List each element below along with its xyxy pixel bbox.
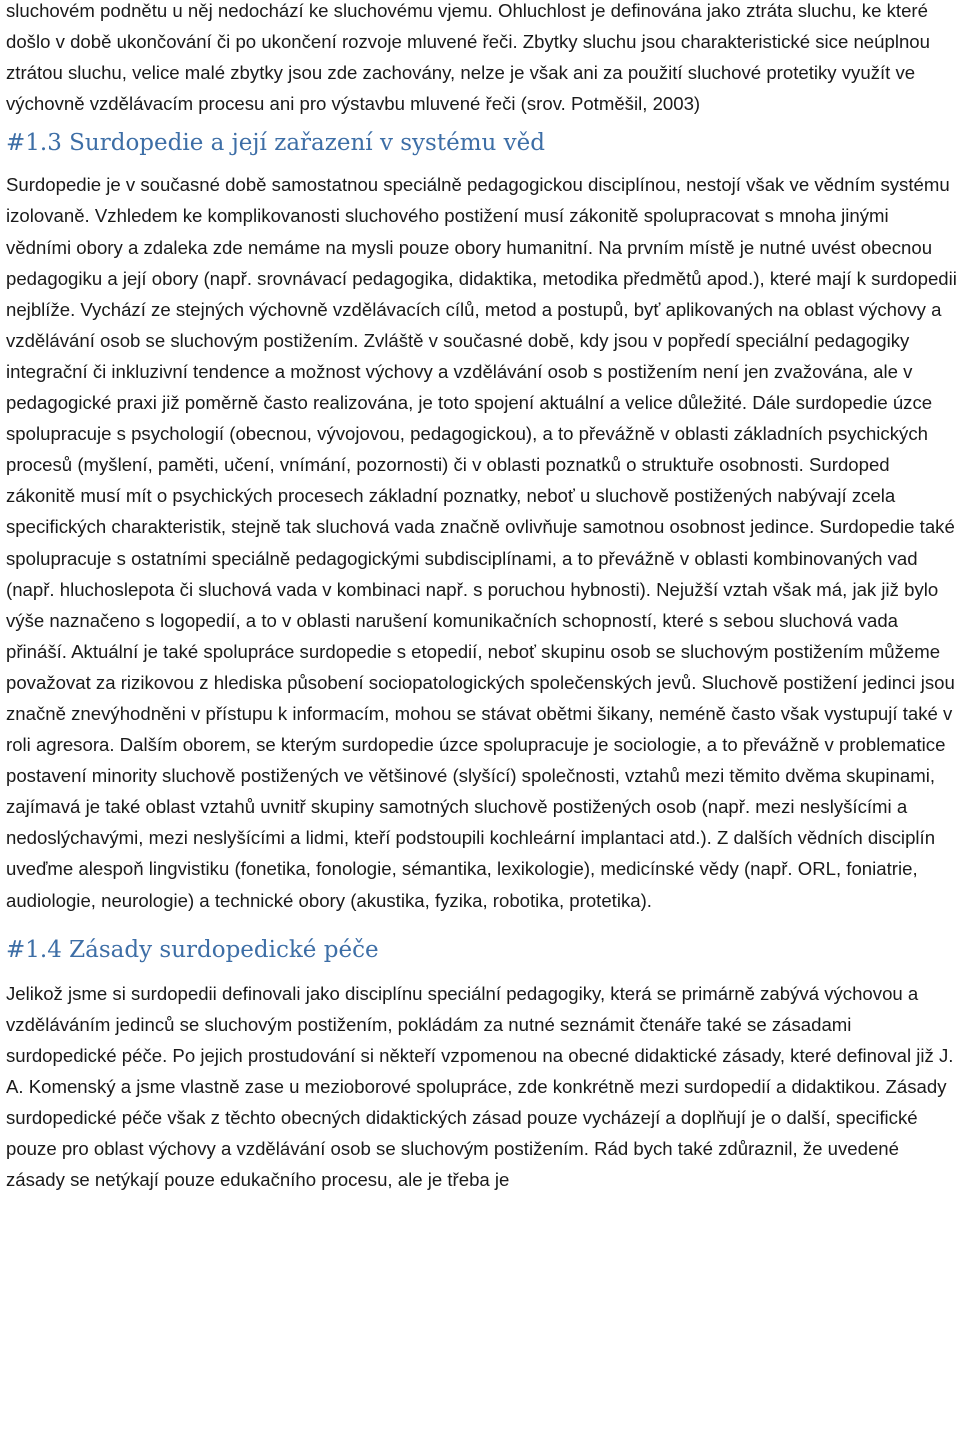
section-heading-1-4: #1.4 Zásady surdopedické péče bbox=[6, 936, 379, 963]
section-1-3-paragraph: Surdopedie je v současné době samostatnou speciálně pedagogickou disciplínou, nestojí však ve vědním systému izolovaně. Vzhledem ke komplikovanosti sluchového postižení musí zákonitě spolupracovat s mnoha jinými vědními obory a zdaleka zde nemáme na mysli pouze obory humanitní. Na prvním místě je nutné uvést obecnou pedagogiku a její obory (např. srovnávací pedagogika, didaktika, metodika předmětů apod.), které mají k surdopedii nejblíže. Vychází ze stejných výchovně vzdělávacích cílů, metod a postupů, byť aplikovaných na oblast výchovy a vzdělávání osob se sluchovým postižením. Zvláště v současné době, kdy jsou v popředí speciální pedagogiky integrační či inkluzivní tendence a možnost výchovy a vzdělávání osob s postižením není jen zvažována, ale v pedagogické praxi již poměrně často realizována, je toto spojení aktuální a velice důležité. Dále surdopedie úzce spolupracuje s psychologií (obecnou, vývojovou, pedagogickou), a to převážně v oblasti základních psychických procesů (myšlení, paměti, učení, vnímání, pozornosti) či v oblasti poznatků o struktuře osobnosti. Surdoped zákonitě musí mít o psychických procesech základní poznatky, neboť u sluchově postižených nabývají zcela specifických charakteristik, stejně tak sluchová vada značně ovlivňuje samotnou osobnost jedince. Surdopedie také spolupracuje s ostatními speciálně pedagogickými subdisciplínami, a to převážně v oblasti kombinovaných vad (např. hluchoslepota či sluchová vada v kombinaci např. s poruchou hybnosti). Nejužší vztah však má, jak již bylo výše naznačeno s logopedií, a to v oblasti narušení komunikačních schopností, které s sebou sluchová vada přináší. Aktuální je také spolupráce surdopedie s etopedií, neboť skupinu osob se sluchovým postižením můžeme považovat za rizikovou z hlediska působení sociopatologických společenských jevů. Sluchově postižení jedinci jsou značně znevýhodněni v přístupu k informacím, mohou se stávat obětmi šikany, neméně často však vystupují také v roli agresora. Dalším oborem, se kterým surdopedie úzce spolupracuje je sociologie, a to převážně v problematice postavení minority sluchově postižených ve většinové (slyšící) společnosti, vztahů mezi těmito dvěma skupinami, zajímavá je také oblast vztahů uvnitř skupiny samotných sluchově postižených osob (např. mezi neslyšícími a nedoslýchavými, mezi neslyšícími a lidmi, kteří podstoupili kochleární implantaci atd.). Z dalších vědních disciplín uveďme alespoň lingvistiku (fonetika, fonologie, sémantika, lexikologie), medicínské vědy (např. ORL, foniatrie, audiologie, neurologie) a technické obory (akustika, fyzika, robotika, protetika). bbox=[6, 174, 957, 911]
section-heading-1-3: #1.3 Surdopedie a její zařazení v systému věd bbox=[6, 130, 545, 157]
section-1-4-paragraph: Jelikož jsme si surdopedii definovali jako disciplínu speciální pedagogiky, která se primárně zabývá výchovou a vzděláváním jedinců se sluchovým postižením, pokládám za nutné seznámit čtenáře také se zásadami surdopedické péče. Po jejich prostudování si někteří vzpomenou na obecné didaktické zásady, které definoval již J. A. Komenský a jsme vlastně zase u mezioborové spolupráce, zde konkrétně mezi surdopedií a didaktikou. Zásady surdopedické péče však z těchto obecných didaktických zásad pouze vycházejí a doplňují je o další, specifické pouze pro oblast výchovy a vzdělávání osob se sluchovým postižením. Rád bych také zdůraznil, že uvedené zásady se netýkají pouze edukačního procesu, ale je třeba je bbox=[6, 982, 954, 1191]
intro-paragraph: sluchovém podnětu u něj nedochází ke sluchovému vjemu. Ohluchlost je definována jako ztráta sluchu, ke které došlo v době ukončování či po ukončení rozvoje mluvené řeči. Zbytky sluchu jsou charakteristické sice neúplnou ztrátou sluchu, velice malé zbytky jsou zde zachovány, nelze je však ani za použití sluchové protetiky využít ve výchovně vzdělávacím procesu ani pro výstavbu mluvené řeči (srov. Potměšil, 2003) bbox=[6, 0, 930, 115]
document-page bbox=[6, 0, 958, 1195]
